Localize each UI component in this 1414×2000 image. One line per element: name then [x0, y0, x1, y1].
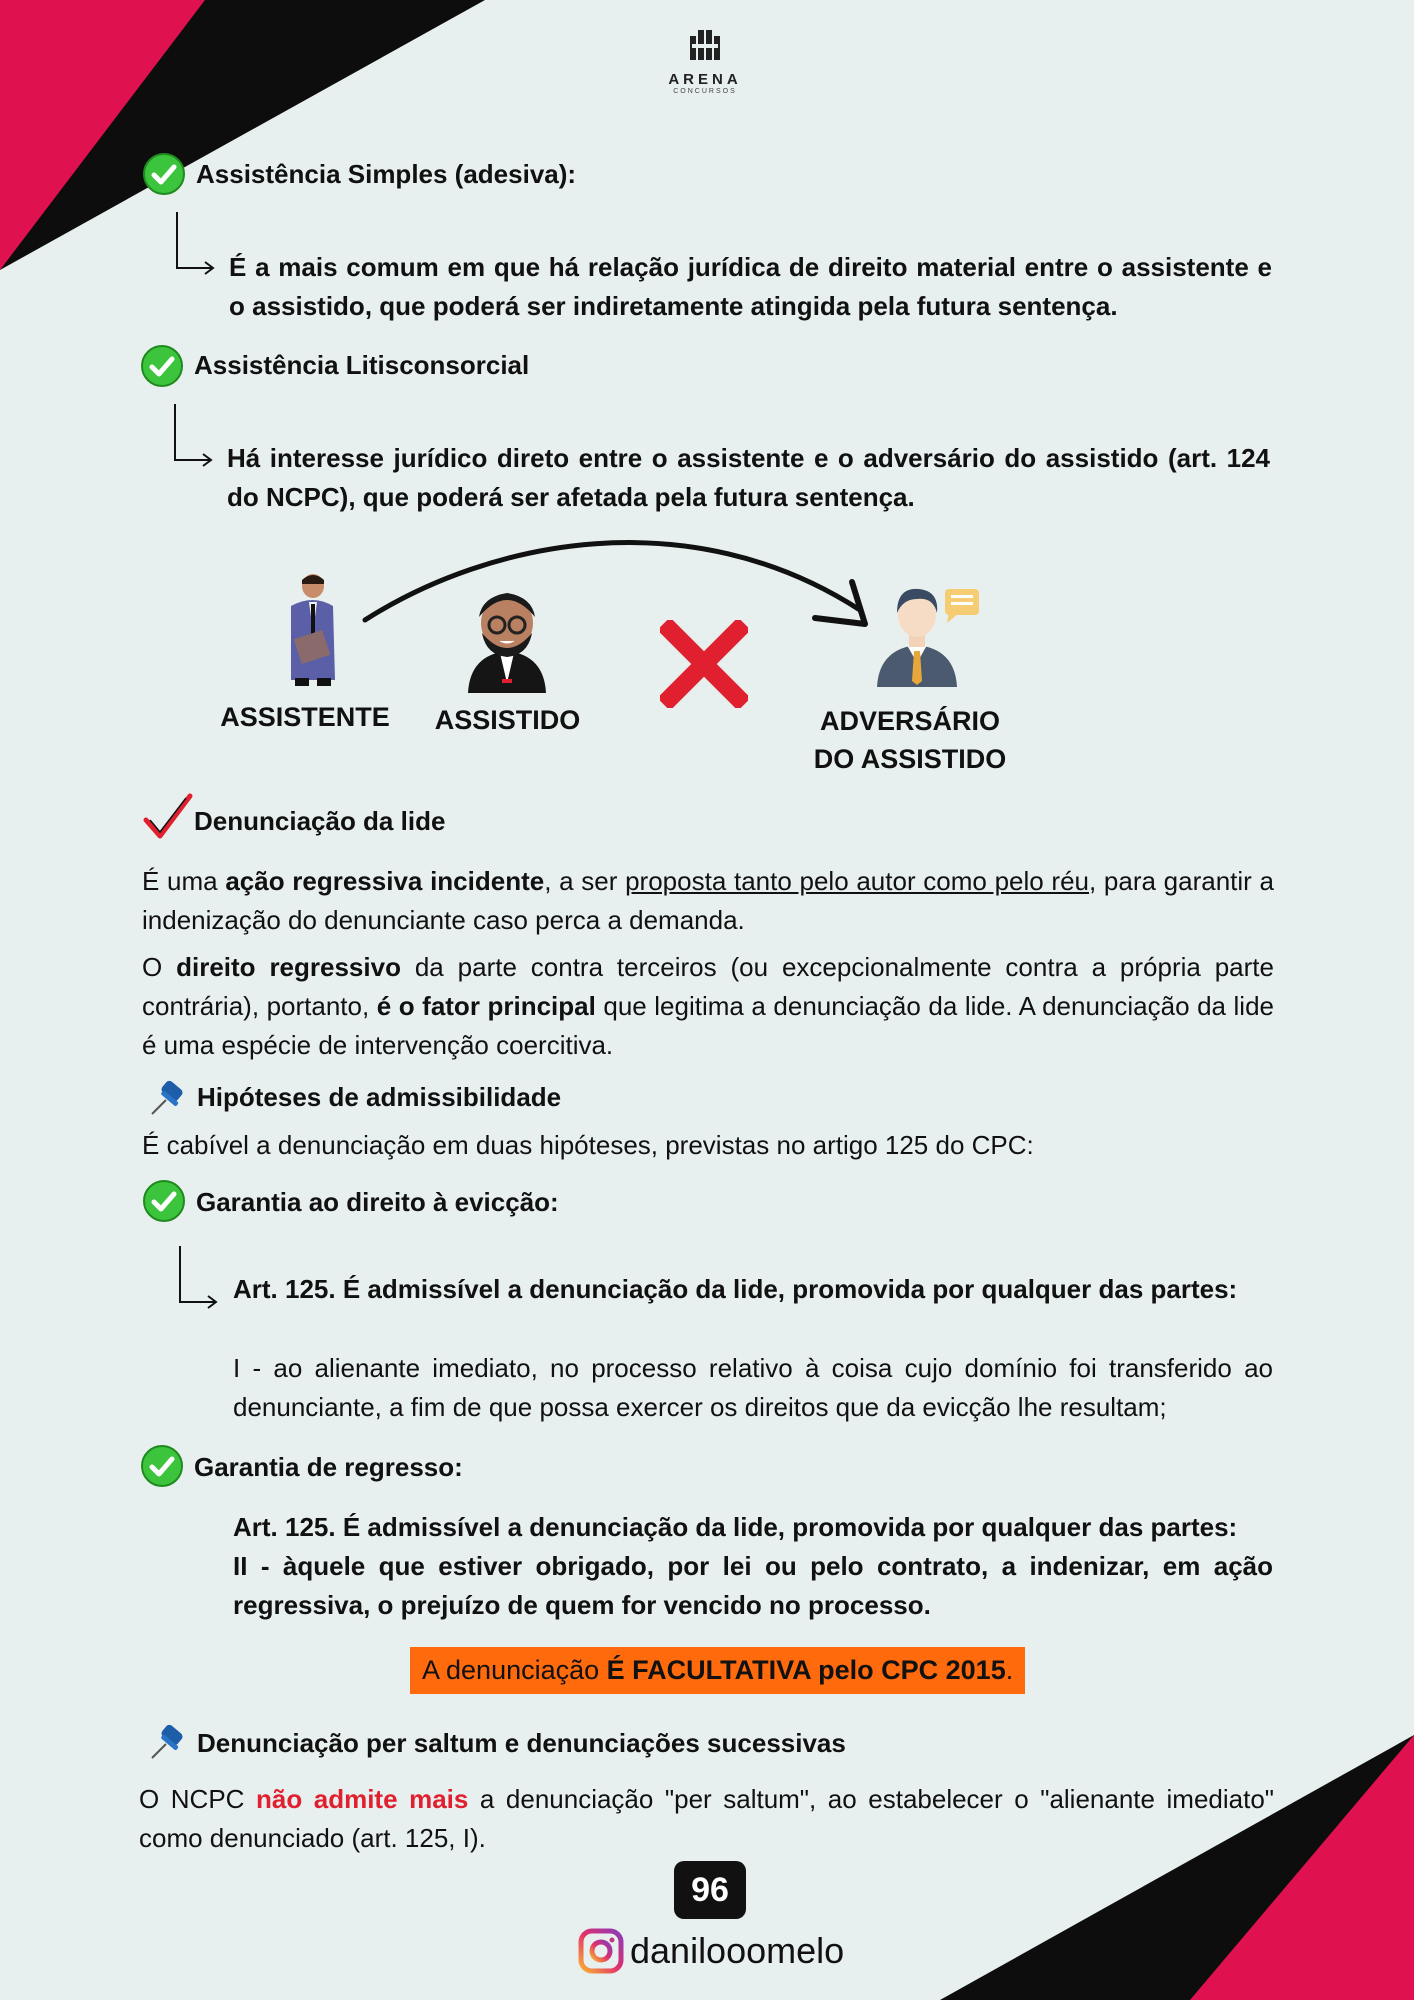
text-fragment-red: não admite mais [255, 1784, 469, 1814]
text-fragment: a denunciação "per saltum", ao estabelecer o "alienante imediato" como denunciado (art. 125, I). [139, 1784, 1275, 1853]
label-adversario-line2: DO ASSISTIDO [813, 744, 1007, 774]
instagram-handle[interactable] [578, 1928, 844, 1974]
check-icon [143, 153, 185, 195]
label-assistente: ASSISTENTE [220, 702, 390, 732]
assistente-figure [275, 572, 345, 688]
regresso-inciso: II - àquele que estiver obrigado, por lei ou pelo contrato, a indenizar, em ação regressiva, o prejuízo de quem for vencido no processo. [233, 1551, 1273, 1620]
section-title-saltum: Denunciação per saltum e denunciações sucessivas [197, 1728, 846, 1758]
page-number: 96 [674, 1861, 746, 1919]
arrow-icon [170, 402, 216, 468]
section-title-hipoteses: Hipóteses de admissibilidade [197, 1082, 562, 1112]
instagram-icon [578, 1928, 624, 1974]
section-title-denunciacao: Denunciação da lide [194, 806, 446, 836]
section-title-simples: Assistência Simples (adesiva): [196, 159, 577, 189]
eviccao-inciso: I - ao alienante imediato, no processo relativo à coisa cujo domínio foi transferido ao denunciante, a fim de que possa exercer os direitos que da evicção lhe resultam; [233, 1353, 1273, 1422]
text-fragment: que legitima a denunciação da lide. A denunciação da lide é uma espécie de intervenção coercitiva. [142, 991, 1274, 1060]
assistido-figure [462, 583, 552, 693]
eviccao-art: Art. 125. É admissível a denunciação da lide, promovida por qualquer das partes: [233, 1274, 1238, 1304]
red-x-icon [660, 620, 748, 708]
label-assistido: ASSISTIDO [434, 705, 581, 735]
arrow-icon [175, 1244, 221, 1310]
arrow-icon [172, 210, 218, 276]
brand-name: ARENA [668, 71, 742, 88]
text-fragment: . [1005, 1655, 1014, 1685]
check-icon [143, 1180, 185, 1222]
saltum-paragraph [139, 1780, 1274, 1858]
text-fragment-bold: É FACULTATIVA pelo CPC 2015 [606, 1655, 1006, 1685]
denunciacao-paragraph-1 [142, 862, 1274, 940]
section-text-simples: É a mais comum em que há relação jurídica de direito material entre o assistente e o assistido, que poderá ser indiretamente atingida pela futura sentença. [229, 252, 1272, 321]
text-fragment: da parte contra terceiros (ou excepcionalmente contra a própria parte contrária), portanto, [142, 952, 1274, 1021]
bottom-right-corner-decoration [940, 1735, 1414, 2000]
text-fragment: A denunciação [422, 1655, 607, 1685]
section-title-eviccao: Garantia ao direito à evicção: [196, 1187, 559, 1217]
text-fragment-bold: ação regressiva incidente [225, 866, 545, 896]
instagram-handle-text: danilooomelo [630, 1930, 845, 1971]
text-fragment-bold: direito regressivo [176, 952, 401, 982]
arena-logo-icon [688, 28, 722, 64]
text-fragment: O NCPC [139, 1784, 256, 1814]
arena-logo [650, 28, 760, 95]
check-icon [141, 345, 183, 387]
text-fragment: É uma [142, 866, 226, 896]
text-fragment: O [142, 952, 177, 982]
text-fragment-bold: é o fator principal [376, 991, 596, 1021]
pushpin-icon [146, 1722, 188, 1762]
regresso-art: Art. 125. É admissível a denunciação da lide, promovida por qualquer das partes: [233, 1512, 1238, 1542]
section-title-regresso: Garantia de regresso: [194, 1452, 463, 1482]
pushpin-icon [146, 1078, 188, 1118]
brand-sub: CONCURSOS [673, 88, 737, 95]
text-fragment: , a ser [544, 866, 626, 896]
section-text-litis: Há interesse jurídico direto entre o assistente e o adversário do assistido (art. 124 do NCPC), que poderá ser afetada pela futura sentença. [227, 443, 1270, 512]
label-adversario [780, 702, 1040, 778]
denunciacao-paragraph-2 [142, 948, 1274, 1065]
top-left-corner-decoration [0, 0, 490, 275]
adversario-figure [875, 583, 985, 687]
check-icon [141, 1445, 183, 1487]
text-fragment-underlined: proposta tanto pelo autor como pelo réu [625, 866, 1089, 896]
curved-arrow [270, 520, 890, 640]
text-fragment: , para garantir a indenização do denunciante caso perca a demanda. [142, 866, 1274, 935]
section-title-litis: Assistência Litisconsorcial [194, 350, 530, 380]
hipoteses-intro: É cabível a denunciação em duas hipóteses, previstas no artigo 125 do CPC: [142, 1130, 1034, 1160]
label-adversario-line1: ADVERSÁRIO [819, 706, 1001, 736]
red-checkmark-icon [142, 792, 194, 842]
facultativa-highlight [410, 1647, 1025, 1694]
